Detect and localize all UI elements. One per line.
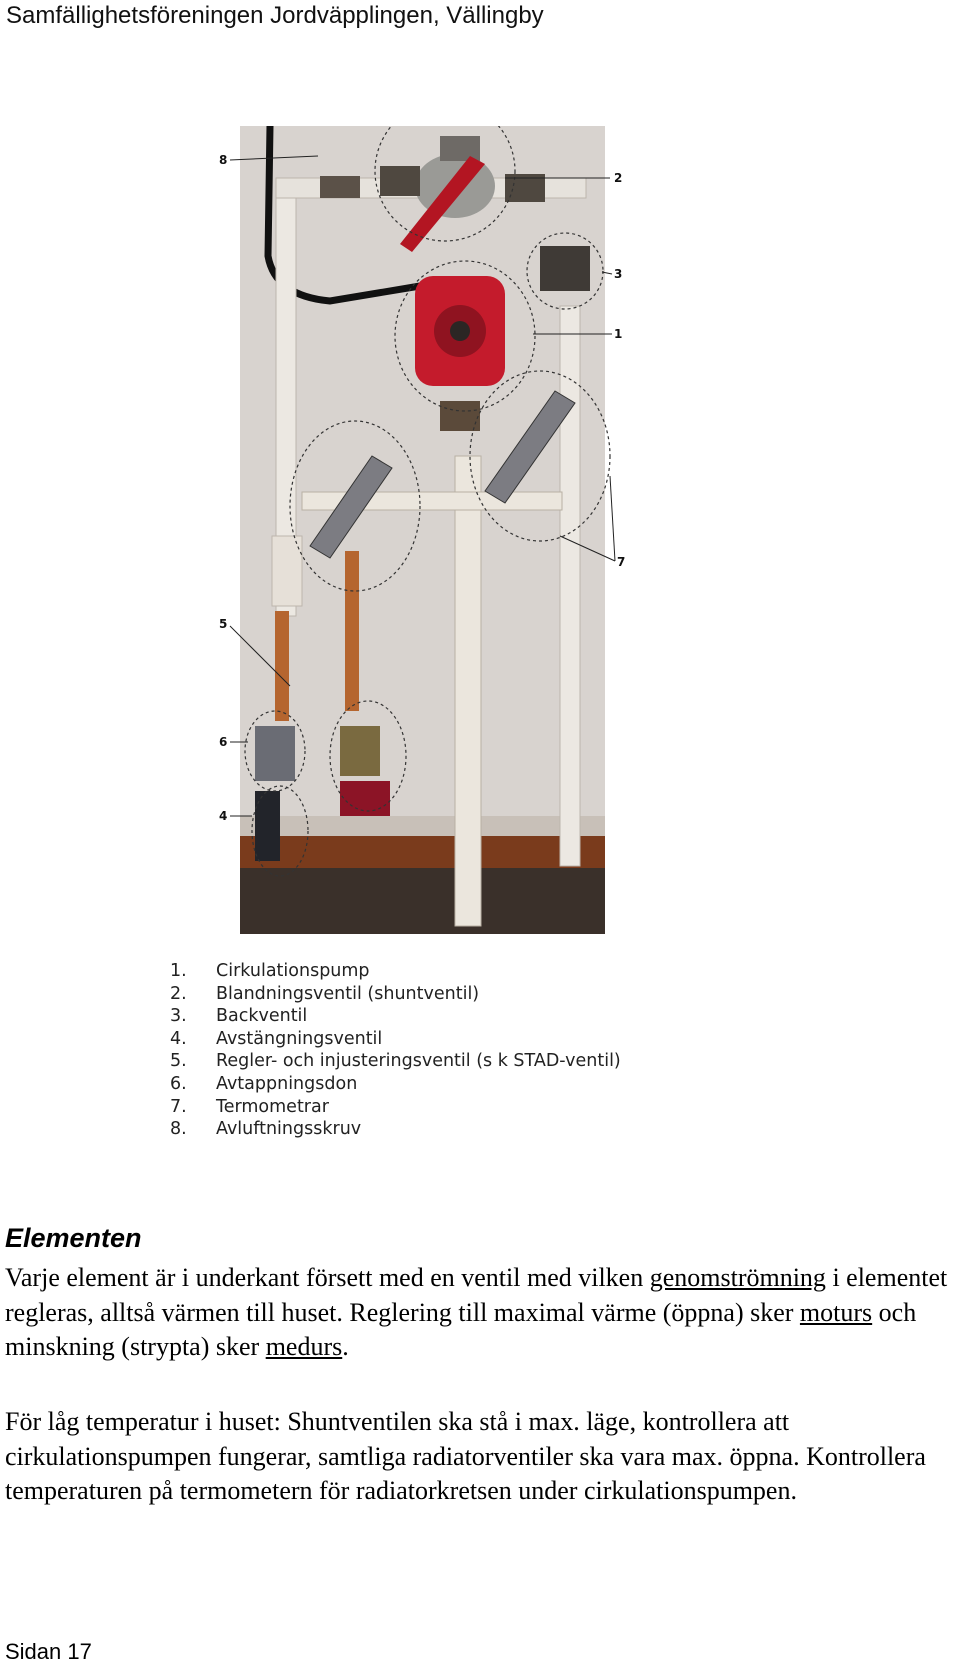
legend-item: 8. Avluftningsskruv: [170, 1119, 362, 1140]
callout-7: 7: [617, 555, 626, 569]
callout-6: 6: [219, 735, 228, 749]
legend-item: 7. Termometrar: [170, 1096, 329, 1117]
legend-item: 3. Backventil: [170, 1006, 308, 1027]
underlined-term: genomströmning: [649, 1263, 826, 1292]
component-legend: [170, 960, 621, 1141]
section-heading: Elementen: [5, 1223, 142, 1253]
callout-3: 3: [614, 267, 623, 281]
callout-5: 5: [219, 617, 228, 631]
callout-4: 4: [219, 809, 228, 823]
page-header: Samfällighetsföreningen Jordväpplingen, Vällingby: [6, 2, 544, 29]
paragraph-elements: Varje element är i underkant försett med en ventil med vilken genomströmning i elementet regleras, alltså värmen till huset. Reglering till maximal värme (öppna) sker moturs och minskning (strypta) sker medurs.: [5, 1263, 948, 1361]
underlined-term: medurs: [265, 1332, 343, 1361]
callout-2: 2: [614, 171, 623, 185]
legend-item: 1. Cirkulationspump: [170, 961, 370, 981]
legend-item: 2. Blandningsventil (shuntventil): [170, 983, 480, 1004]
callout-8: 8: [219, 153, 228, 167]
legend-item: 5. Regler- och injusteringsventil (s k STAD-ventil): [170, 1051, 621, 1072]
page-number: Sidan 17: [5, 1639, 92, 1664]
legend-item: 4. Avstängningsventil: [170, 1028, 383, 1049]
legend-item: 6. Avtappningsdon: [170, 1073, 358, 1094]
underlined-term: moturs: [799, 1297, 873, 1327]
heating-system-photo: [0, 126, 850, 934]
callout-1: 1: [614, 327, 623, 341]
paragraph-low-temperature: För låg temperatur i huset: Shuntventilen ska stå i max. läge, kontrollera att cirkulationspumpen fungerar, samtliga radiatorventiler ska vara max. öppna. Kontrollera temperaturen på termometern för radiatorkretsen under cirkulationspumpen.: [5, 1407, 926, 1505]
